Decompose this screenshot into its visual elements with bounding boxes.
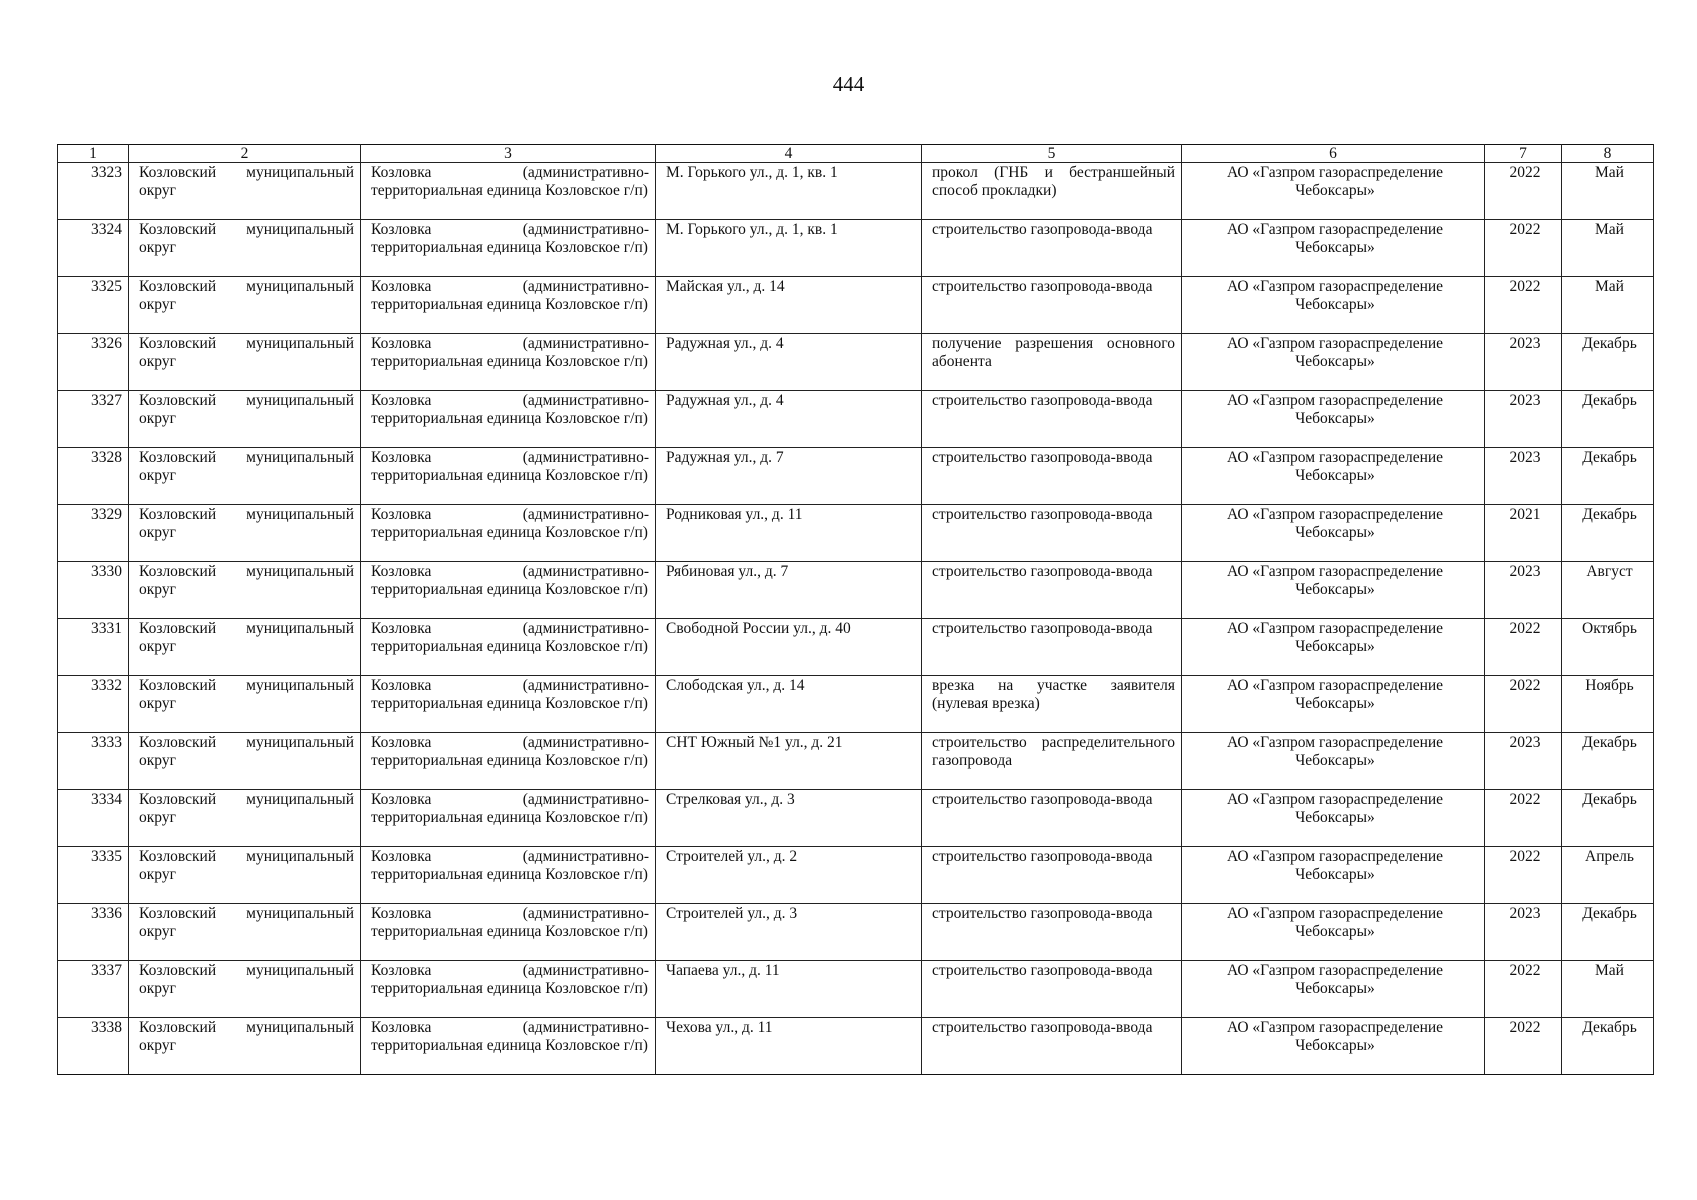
work-type-cell: строительство газопровода-ввода: [922, 904, 1182, 961]
district-cell: Козловский муниципальный округ: [129, 562, 361, 619]
settlement-cell: Козловка (административно-территориальная единица Козловское г/п): [361, 619, 656, 676]
year-cell: 2022: [1485, 676, 1562, 733]
column-header: 6: [1182, 145, 1485, 163]
year-cell: 2022: [1485, 1018, 1562, 1075]
district-cell: Козловский муниципальный округ: [129, 505, 361, 562]
table-row: [58, 448, 1654, 505]
row-number-cell: 3329: [58, 505, 129, 562]
row-number-cell: 3330: [58, 562, 129, 619]
settlement-cell: Козловка (административно-территориальная единица Козловское г/п): [361, 334, 656, 391]
table-row: [58, 619, 1654, 676]
organization-cell: АО «Газпром газораспределение Чебоксары»: [1182, 676, 1485, 733]
row-number-cell: 3327: [58, 391, 129, 448]
address-cell: М. Горького ул., д. 1, кв. 1: [656, 220, 922, 277]
organization-cell: АО «Газпром газораспределение Чебоксары»: [1182, 961, 1485, 1018]
work-type-cell: строительство газопровода-ввода: [922, 220, 1182, 277]
organization-cell: АО «Газпром газораспределение Чебоксары»: [1182, 619, 1485, 676]
column-header: 4: [656, 145, 922, 163]
organization-cell: АО «Газпром газораспределение Чебоксары»: [1182, 391, 1485, 448]
work-type-cell: строительство газопровода-ввода: [922, 790, 1182, 847]
month-cell: Апрель: [1562, 847, 1654, 904]
settlement-cell: Козловка (административно-территориальная единица Козловское г/п): [361, 220, 656, 277]
table-row: [58, 904, 1654, 961]
district-cell: Козловский муниципальный округ: [129, 904, 361, 961]
settlement-cell: Козловка (административно-территориальная единица Козловское г/п): [361, 676, 656, 733]
address-cell: Радужная ул., д. 4: [656, 391, 922, 448]
work-type-cell: строительство газопровода-ввода: [922, 847, 1182, 904]
address-cell: Радужная ул., д. 4: [656, 334, 922, 391]
settlement-cell: Козловка (административно-территориальная единица Козловское г/п): [361, 961, 656, 1018]
work-type-cell: строительство газопровода-ввода: [922, 1018, 1182, 1075]
organization-cell: АО «Газпром газораспределение Чебоксары»: [1182, 448, 1485, 505]
table-row: [58, 733, 1654, 790]
column-header: 5: [922, 145, 1182, 163]
year-cell: 2022: [1485, 961, 1562, 1018]
work-type-cell: врезка на участке заявителя (нулевая врезка): [922, 676, 1182, 733]
year-cell: 2023: [1485, 448, 1562, 505]
month-cell: Декабрь: [1562, 448, 1654, 505]
table-row: [58, 334, 1654, 391]
month-cell: Декабрь: [1562, 733, 1654, 790]
work-type-cell: получение разрешения основного абонента: [922, 334, 1182, 391]
address-cell: Чапаева ул., д. 11: [656, 961, 922, 1018]
organization-cell: АО «Газпром газораспределение Чебоксары»: [1182, 334, 1485, 391]
column-header: 2: [129, 145, 361, 163]
settlement-cell: Козловка (административно-территориальная единица Козловское г/п): [361, 847, 656, 904]
settlement-cell: Козловка (административно-территориальная единица Козловское г/п): [361, 277, 656, 334]
year-cell: 2023: [1485, 904, 1562, 961]
organization-cell: АО «Газпром газораспределение Чебоксары»: [1182, 562, 1485, 619]
address-cell: Слободская ул., д. 14: [656, 676, 922, 733]
work-type-cell: прокол (ГНБ и бестраншейный способ прокладки): [922, 163, 1182, 220]
organization-cell: АО «Газпром газораспределение Чебоксары»: [1182, 733, 1485, 790]
year-cell: 2021: [1485, 505, 1562, 562]
settlement-cell: Козловка (административно-территориальная единица Козловское г/п): [361, 163, 656, 220]
table-row: [58, 277, 1654, 334]
row-number-cell: 3331: [58, 619, 129, 676]
month-cell: Декабрь: [1562, 790, 1654, 847]
settlement-cell: Козловка (административно-территориальная единица Козловское г/п): [361, 391, 656, 448]
settlement-cell: Козловка (административно-территориальная единица Козловское г/п): [361, 733, 656, 790]
district-cell: Козловский муниципальный округ: [129, 961, 361, 1018]
column-header: 3: [361, 145, 656, 163]
organization-cell: АО «Газпром газораспределение Чебоксары»: [1182, 277, 1485, 334]
row-number-cell: 3336: [58, 904, 129, 961]
year-cell: 2022: [1485, 220, 1562, 277]
register-table: [57, 144, 1654, 1075]
table-row: [58, 505, 1654, 562]
address-cell: Родниковая ул., д. 11: [656, 505, 922, 562]
district-cell: Козловский муниципальный округ: [129, 391, 361, 448]
month-cell: Май: [1562, 220, 1654, 277]
address-cell: Стрелковая ул., д. 3: [656, 790, 922, 847]
district-cell: Козловский муниципальный округ: [129, 790, 361, 847]
work-type-cell: строительство газопровода-ввода: [922, 619, 1182, 676]
district-cell: Козловский муниципальный округ: [129, 847, 361, 904]
row-number-cell: 3323: [58, 163, 129, 220]
year-cell: 2022: [1485, 277, 1562, 334]
month-cell: Май: [1562, 277, 1654, 334]
organization-cell: АО «Газпром газораспределение Чебоксары»: [1182, 220, 1485, 277]
district-cell: Козловский муниципальный округ: [129, 220, 361, 277]
column-header: 1: [58, 145, 129, 163]
address-cell: Свободной России ул., д. 40: [656, 619, 922, 676]
table-row: [58, 163, 1654, 220]
month-cell: Май: [1562, 163, 1654, 220]
month-cell: Май: [1562, 961, 1654, 1018]
district-cell: Козловский муниципальный округ: [129, 619, 361, 676]
row-number-cell: 3324: [58, 220, 129, 277]
year-cell: 2023: [1485, 733, 1562, 790]
year-cell: 2022: [1485, 790, 1562, 847]
row-number-cell: 3332: [58, 676, 129, 733]
year-cell: 2023: [1485, 334, 1562, 391]
district-cell: Козловский муниципальный округ: [129, 448, 361, 505]
table-row: [58, 220, 1654, 277]
work-type-cell: строительство газопровода-ввода: [922, 391, 1182, 448]
page-number: 444: [832, 72, 865, 96]
year-cell: 2022: [1485, 847, 1562, 904]
organization-cell: АО «Газпром газораспределение Чебоксары»: [1182, 904, 1485, 961]
table-body: [58, 163, 1654, 1075]
district-cell: Козловский муниципальный округ: [129, 733, 361, 790]
table-row: [58, 790, 1654, 847]
row-number-cell: 3328: [58, 448, 129, 505]
column-header: 7: [1485, 145, 1562, 163]
settlement-cell: Козловка (административно-территориальная единица Козловское г/п): [361, 448, 656, 505]
organization-cell: АО «Газпром газораспределение Чебоксары»: [1182, 847, 1485, 904]
row-number-cell: 3335: [58, 847, 129, 904]
table-row: [58, 391, 1654, 448]
table-row: [58, 1018, 1654, 1075]
district-cell: Козловский муниципальный округ: [129, 676, 361, 733]
row-number-cell: 3334: [58, 790, 129, 847]
row-number-cell: 3337: [58, 961, 129, 1018]
settlement-cell: Козловка (административно-территориальная единица Козловское г/п): [361, 562, 656, 619]
month-cell: Ноябрь: [1562, 676, 1654, 733]
year-cell: 2023: [1485, 391, 1562, 448]
work-type-cell: строительство газопровода-ввода: [922, 448, 1182, 505]
table-row: [58, 847, 1654, 904]
organization-cell: АО «Газпром газораспределение Чебоксары»: [1182, 505, 1485, 562]
column-header: 8: [1562, 145, 1654, 163]
month-cell: Октябрь: [1562, 619, 1654, 676]
year-cell: 2022: [1485, 619, 1562, 676]
settlement-cell: Козловка (административно-территориальная единица Козловское г/п): [361, 505, 656, 562]
address-cell: М. Горького ул., д. 1, кв. 1: [656, 163, 922, 220]
month-cell: Август: [1562, 562, 1654, 619]
month-cell: Декабрь: [1562, 1018, 1654, 1075]
work-type-cell: строительство газопровода-ввода: [922, 505, 1182, 562]
address-cell: СНТ Южный №1 ул., д. 21: [656, 733, 922, 790]
district-cell: Козловский муниципальный округ: [129, 334, 361, 391]
district-cell: Козловский муниципальный округ: [129, 1018, 361, 1075]
row-number-cell: 3338: [58, 1018, 129, 1075]
row-number-cell: 3326: [58, 334, 129, 391]
district-cell: Козловский муниципальный округ: [129, 163, 361, 220]
year-cell: 2022: [1485, 163, 1562, 220]
table-row: [58, 961, 1654, 1018]
month-cell: Декабрь: [1562, 505, 1654, 562]
address-cell: Чехова ул., д. 11: [656, 1018, 922, 1075]
table-row: [58, 676, 1654, 733]
organization-cell: АО «Газпром газораспределение Чебоксары»: [1182, 163, 1485, 220]
settlement-cell: Козловка (административно-территориальная единица Козловское г/п): [361, 790, 656, 847]
work-type-cell: строительство газопровода-ввода: [922, 277, 1182, 334]
month-cell: Декабрь: [1562, 334, 1654, 391]
organization-cell: АО «Газпром газораспределение Чебоксары»: [1182, 790, 1485, 847]
address-cell: Майская ул., д. 14: [656, 277, 922, 334]
column-number-header-row: [58, 145, 1654, 163]
work-type-cell: строительство распределительного газопровода: [922, 733, 1182, 790]
district-cell: Козловский муниципальный округ: [129, 277, 361, 334]
address-cell: Радужная ул., д. 7: [656, 448, 922, 505]
address-cell: Рябиновая ул., д. 7: [656, 562, 922, 619]
month-cell: Декабрь: [1562, 904, 1654, 961]
work-type-cell: строительство газопровода-ввода: [922, 961, 1182, 1018]
table-row: [58, 562, 1654, 619]
row-number-cell: 3325: [58, 277, 129, 334]
work-type-cell: строительство газопровода-ввода: [922, 562, 1182, 619]
address-cell: Строителей ул., д. 3: [656, 904, 922, 961]
settlement-cell: Козловка (административно-территориальная единица Козловское г/п): [361, 904, 656, 961]
organization-cell: АО «Газпром газораспределение Чебоксары»: [1182, 1018, 1485, 1075]
settlement-cell: Козловка (административно-территориальная единица Козловское г/п): [361, 1018, 656, 1075]
month-cell: Декабрь: [1562, 391, 1654, 448]
address-cell: Строителей ул., д. 2: [656, 847, 922, 904]
year-cell: 2023: [1485, 562, 1562, 619]
row-number-cell: 3333: [58, 733, 129, 790]
